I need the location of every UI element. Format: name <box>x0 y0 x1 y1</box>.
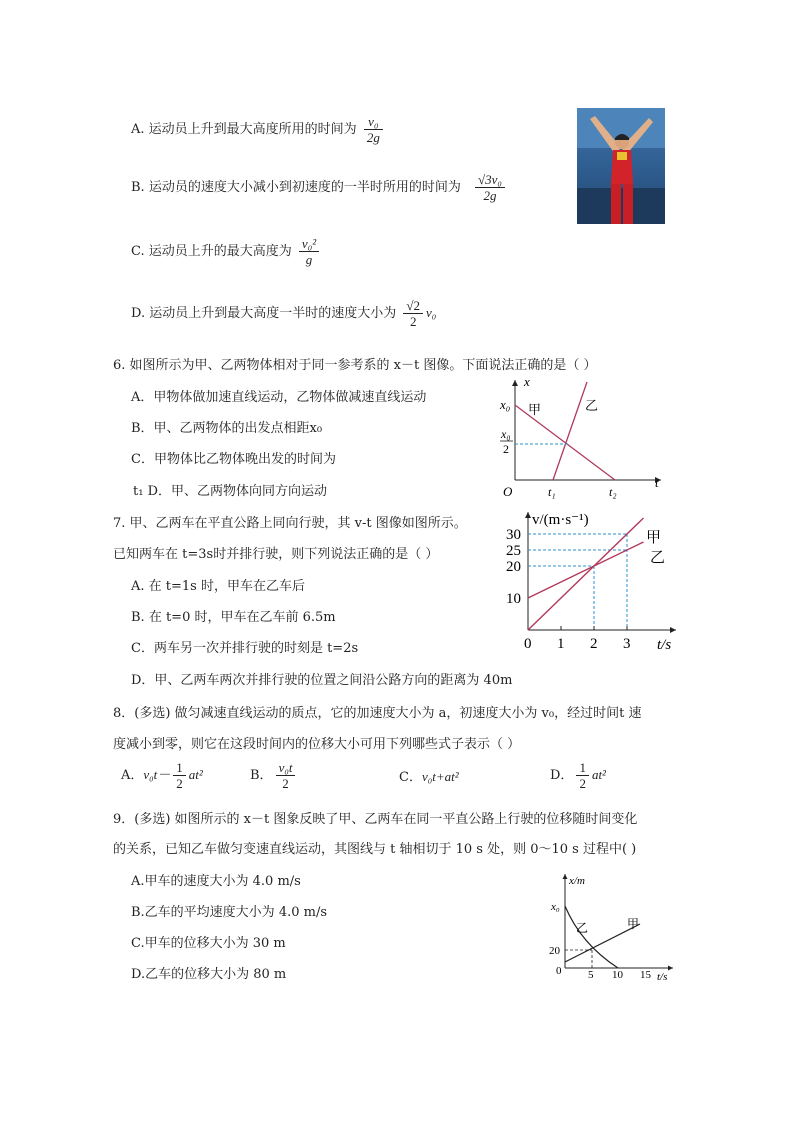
y-label: x/m <box>569 875 585 887</box>
yi-line <box>553 382 587 480</box>
q9-option-b: B.乙车的平均速度大小为 4.0 m/s <box>131 905 328 920</box>
y-label: x <box>524 374 530 389</box>
yi-label: 乙 <box>576 921 589 935</box>
x-tick-label-1: 1 <box>557 636 565 652</box>
option-label: B. <box>131 180 145 195</box>
fraction: $\frac{1}{2}$ <box>576 760 589 791</box>
x0-label: x₀ <box>551 901 560 913</box>
fraction: $\frac{\text{v₀}}{2g}$ <box>364 114 383 145</box>
fraction: $\frac{\text{v₀²}}{g}$ <box>299 236 319 267</box>
x-tick-label-3: 3 <box>623 636 631 652</box>
q5-option-a <box>131 114 386 145</box>
q5-option-b <box>131 172 508 203</box>
option-text: 运动员上升的最大高度为 <box>148 244 292 259</box>
option-text: 运动员上升到最大高度一半时的速度大小为 <box>149 306 397 321</box>
x0-label: x₀ <box>500 397 511 412</box>
y-axis-label: v/(m·s⁻¹) <box>532 512 589 528</box>
half-num: x₀ <box>501 427 511 441</box>
x-label: t/s <box>657 971 668 983</box>
option-label: A. <box>131 122 145 137</box>
q8-stem-line1: 8．(多选) 做匀减速直线运动的质点，它的加速度大小为 a，初速度大小为 v₀，经过时间t 速 <box>113 706 642 721</box>
legend-yi: 乙 <box>650 550 666 566</box>
origin-label: 0 <box>556 965 562 977</box>
q7-option-b: B. 在 t=0 时，甲车在乙车前 6.5m <box>131 610 336 625</box>
yi-label: 乙 <box>585 398 599 413</box>
option-text: 运动员的速度大小减小到初速度的一半时所用的时间为 <box>148 180 461 195</box>
yi-curve <box>565 906 618 968</box>
x-label: t <box>655 475 659 490</box>
q8-option-d: D． $\frac{1}{2}$ at² <box>550 760 606 791</box>
q8-option-a: A．v₀t－ $\frac{1}{2}$ at² <box>121 760 203 791</box>
q6-xt-graph <box>495 374 675 502</box>
q6-option-b: B．甲、乙两物体的出发点相距x₀ <box>131 421 323 436</box>
q7-option-d: D．甲、乙两车两次并排行驶的位置之间沿公路方向的距离为 40m <box>131 673 513 688</box>
t10-label: 10 <box>612 969 623 981</box>
y20-label: 20 <box>549 945 560 957</box>
q9-option-a: A.甲车的速度大小为 4.0 m/s <box>131 874 301 889</box>
q7-option-a: A. 在 t=1s 时，甲车在乙车后 <box>131 579 305 594</box>
option-label: D. <box>131 306 146 321</box>
q9-option-c: C.甲车的位移大小为 30 m <box>131 936 286 951</box>
x-tick-label-0: 0 <box>524 636 532 652</box>
q5-option-d: D. 运动员上升到最大高度一半时的速度大小为 $\frac{√2}{2}$ v₀ <box>131 298 437 329</box>
q9-option-d: D.乙车的位移大小为 80 m <box>131 967 287 982</box>
q5-option-c <box>131 236 322 267</box>
q8-option-b: B． $\frac{\text{v₀t}}{2}$ <box>250 760 298 791</box>
y-tick-label-10: 10 <box>506 591 521 607</box>
legend-jia: 甲 <box>646 530 662 546</box>
q6-option-c: C．甲物体比乙物体晚出发的时间为 <box>131 452 336 467</box>
option-text: 运动员上升到最大高度所用的时间为 <box>148 122 357 137</box>
fraction: $\frac{1}{2}$ <box>173 760 186 791</box>
half-den: 2 <box>503 442 509 456</box>
q7-stem-line2: 已知两车在 t=3s时并排行驶，则下列说法正确的是（ ） <box>113 547 439 562</box>
q8-stem-line2: 度减小到零，则它在这段时间内的位移大小可用下列哪些式子表示（ ） <box>113 737 521 752</box>
t1-label: t₁ <box>548 485 556 499</box>
fraction: $\frac{\text{v₀t}}{2}$ <box>276 760 296 791</box>
series-line-0 <box>528 518 644 630</box>
fraction: $\frac{\text{√3v₀}}{2g}$ <box>475 172 505 203</box>
jia-label: 甲 <box>627 917 640 931</box>
q7-vt-chart <box>500 506 686 656</box>
q8-option-c: C．v₀t+at² <box>399 769 459 785</box>
q7-option-c: C．两车另一次并排行驶的时刻是 t=2s <box>131 641 359 656</box>
y-tick-label-20: 20 <box>506 559 521 575</box>
y-tick-label-30: 30 <box>506 527 521 543</box>
q6-option-a: A．甲物体做加速直线运动，乙物体做减速直线运动 <box>131 390 427 405</box>
x-tick-label-2: 2 <box>590 636 598 652</box>
q9-stem-line1: 9．(多选) 如图所示的 x－t 图象反映了甲、乙两车在同一平直公路上行驶的位移随时间变化 <box>113 812 638 827</box>
fraction: $\frac{√2}{2}$ <box>403 298 423 329</box>
y-tick-label-25: 25 <box>506 543 521 559</box>
q9-xt-graph <box>545 868 685 984</box>
option-label: C. <box>131 244 145 259</box>
q6-stem: 6. 如图所示为甲、乙两物体相对于同一参考系的 x－t 图像。下面说法正确的是（ ） <box>113 358 597 373</box>
q6-option-d: t₁ D．甲、乙两物体向同方向运动 <box>133 484 327 499</box>
jia-label: 甲 <box>528 402 542 417</box>
athlete-photo <box>577 108 665 224</box>
t2-label: t₂ <box>609 485 617 499</box>
q9-stem-line2: 的关系，已知乙车做匀变速直线运动，其图线与 t 轴相切于 10 s 处，则 0～10 s 过程中( ) <box>113 842 637 857</box>
t5-label: 5 <box>588 969 594 981</box>
t15-label: 15 <box>640 969 651 981</box>
x-axis-label: t/s <box>657 637 672 653</box>
q7-stem-line1: 7. 甲、乙两车在平直公路上同向行驶，其 v-t 图像如图所示。 <box>113 516 467 531</box>
origin-label: O <box>503 484 513 499</box>
